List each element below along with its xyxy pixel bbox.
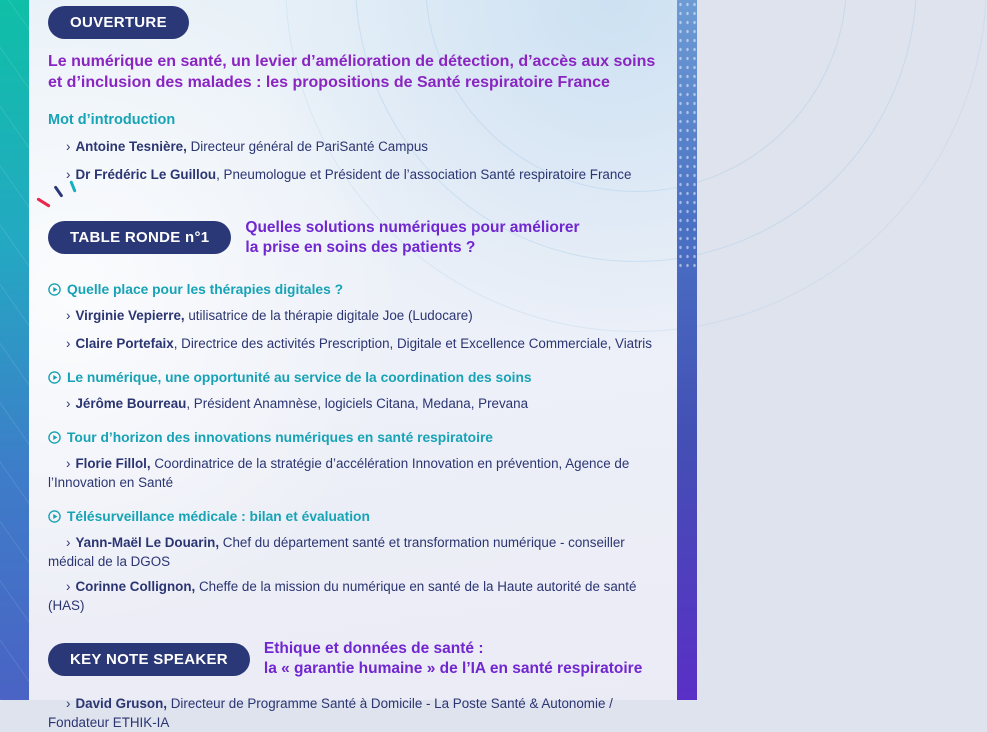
topics-list xyxy=(48,282,669,615)
table-ronde-headline-line2: la prise en soins des patients ? xyxy=(245,238,476,256)
chevron-bullet-icon: › xyxy=(66,307,71,323)
topic-heading-label: Tour d’horizon des innovations numériques en santé respiratoire xyxy=(67,430,493,446)
speaker-name: Virginie Vepierre, xyxy=(75,307,185,323)
chevron-bullet-icon: › xyxy=(66,456,71,472)
dotted-arc-decoration xyxy=(677,0,697,270)
speaker-name: Antoine Tesnière, xyxy=(75,138,187,154)
chevron-bullet-icon: › xyxy=(66,695,71,711)
chevron-bullet-icon: › xyxy=(66,166,71,182)
event-title xyxy=(48,52,669,94)
speaker-role: , Directrice des activités Prescription, Digitale et Excellence Commerciale, Viatris xyxy=(173,335,652,351)
event-title-line2: et d’inclusion des malades : les propositions de Santé respiratoire France xyxy=(48,73,610,91)
event-title-line1: Le numérique en santé, un levier d’amélioration de détection, d’accès aux soins xyxy=(48,53,656,70)
speaker-entry xyxy=(48,454,669,492)
keynote-section xyxy=(48,639,669,731)
ouverture-badge: OUVERTURE xyxy=(48,6,189,39)
play-circle-icon xyxy=(48,431,61,444)
speaker-entry xyxy=(48,137,669,156)
speaker-entry xyxy=(48,577,669,615)
intro-heading: Mot d’introduction xyxy=(48,111,176,128)
chevron-bullet-icon: › xyxy=(66,335,71,351)
speaker-role: , Pneumologue et Président de l’association Santé respiratoire France xyxy=(216,166,632,182)
speaker-name: Corinne Collignon, xyxy=(75,579,196,595)
speaker-role: Directeur général de PariSanté Campus xyxy=(186,138,428,154)
topic-heading-label: Quelle place pour les thérapies digitales ? xyxy=(67,281,344,297)
program-content xyxy=(29,0,669,732)
speaker-role: , Président Anamnèse, logiciels Citana, Medana, Prevana xyxy=(186,396,529,411)
chevron-bullet-icon: › xyxy=(66,138,71,154)
speaker-role: Cheffe de la mission du numérique en santé de la Haute autorité de santé (HAS) xyxy=(48,579,637,614)
table-ronde-badge: TABLE RONDE n°1 xyxy=(48,221,231,254)
speaker-role: Coordinatrice de la stratégie d’accélération Innovation en prévention, Agence de l’Innovation en Santé xyxy=(48,456,630,491)
play-circle-icon xyxy=(48,283,61,296)
table-ronde-section xyxy=(48,218,669,616)
topic-heading xyxy=(48,370,669,385)
table-ronde-headline-line1: Quelles solutions numériques pour améliorer xyxy=(245,218,580,236)
left-edge-gradient-strip xyxy=(0,0,29,700)
speaker-name: Dr Frédéric Le Guillou xyxy=(75,166,217,182)
speaker-name: Jérôme Bourreau xyxy=(75,396,187,411)
speaker-entry xyxy=(48,533,669,571)
speaker-entry xyxy=(48,165,669,184)
speaker-entry xyxy=(48,306,669,325)
table-ronde-headline xyxy=(245,218,579,258)
keynote-headline-line2: la « garantie humaine » de l’IA en santé respiratoire xyxy=(263,660,643,678)
play-circle-icon xyxy=(48,371,61,384)
speaker-role: Chef du département santé et transformation numérique - conseiller médical de la DGOS xyxy=(48,535,625,570)
topic-heading xyxy=(48,430,669,445)
speaker-name: Yann-Maël Le Douarin, xyxy=(75,535,220,551)
speaker-role: Directeur de Programme Santé à Domicile - La Poste Santé & Autonomie / Fondateur ETHIK-IA xyxy=(48,695,613,730)
speaker-entry xyxy=(48,394,669,413)
speaker-name: Claire Portefaix xyxy=(75,335,174,351)
ouverture-section xyxy=(48,6,669,184)
topic-heading xyxy=(48,509,669,524)
topic-heading-label: Télésurveillance médicale : bilan et évaluation xyxy=(67,509,370,525)
chevron-bullet-icon: › xyxy=(66,396,71,411)
topic-heading-label: Le numérique, une opportunité au service de la coordination des soins xyxy=(67,370,532,385)
table-ronde-header xyxy=(48,218,669,258)
speaker-name: David Gruson, xyxy=(75,695,167,711)
keynote-badge: KEY NOTE SPEAKER xyxy=(48,643,250,676)
speaker-role: utilisatrice de la thérapie digitale Joe (Ludocare) xyxy=(184,307,473,323)
chevron-bullet-icon: › xyxy=(66,535,71,551)
chevron-bullet-icon: › xyxy=(66,579,71,595)
speaker-entry xyxy=(48,334,669,353)
speaker-entry xyxy=(48,694,669,732)
keynote-headline xyxy=(264,639,642,679)
play-circle-icon xyxy=(48,510,61,523)
keynote-header xyxy=(48,639,669,679)
keynote-headline-line1: Ethique et données de santé : xyxy=(263,640,484,658)
speaker-name: Florie Fillol, xyxy=(75,456,151,472)
topic-heading xyxy=(48,282,669,297)
